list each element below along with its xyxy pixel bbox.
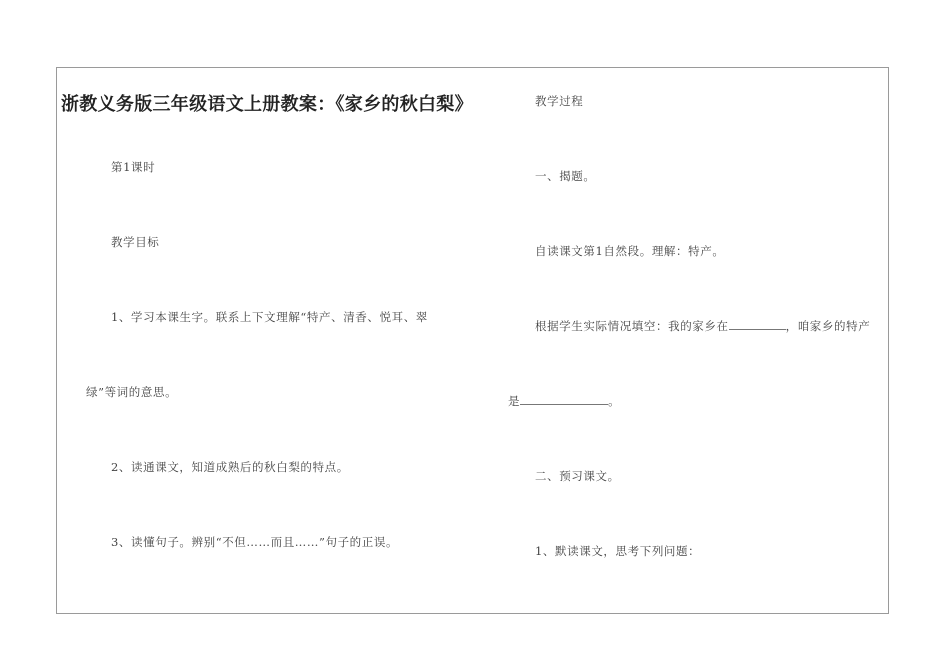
fill-blank-hometown	[729, 320, 786, 330]
fill-in-line-2	[508, 393, 620, 409]
task-1: 1、默读课文，思考下列问题：	[535, 544, 701, 558]
document-title: 浙教义务版三年级语文上册教案：《家乡的秋白梨》	[61, 94, 473, 115]
fill-line2-prefix: 是	[508, 394, 521, 408]
fill-middle: ，咱家乡的特产	[785, 319, 871, 333]
fill-prefix: 根据学生实际情况填空：我的家乡在	[535, 319, 729, 333]
fill-line2-suffix: 。	[608, 394, 621, 408]
step-2: 二、预习课文。	[535, 469, 620, 483]
goal-2: 2、读通课文，知道成熟后的秋白梨的特点。	[111, 460, 349, 474]
goal-heading: 教学目标	[111, 235, 160, 249]
process-heading: 教学过程	[535, 94, 584, 108]
fill-in-line-1	[535, 318, 870, 334]
fill-blank-specialty	[520, 395, 608, 405]
goal-3: 3、读懂句子。辨别“不但……而且……”句子的正误。	[111, 535, 399, 549]
read-paragraph: 自读课文第1自然段。理解：特产。	[535, 244, 725, 258]
goal-1-line-1: 1、学习本课生字。联系上下文理解“特产、清香、悦耳、翠	[111, 310, 428, 324]
step-1: 一、揭题。	[535, 169, 596, 183]
goal-1-line-2: 绿”等词的意思。	[86, 385, 178, 399]
document-page	[56, 67, 889, 614]
lesson-label: 第1课时	[111, 160, 156, 174]
